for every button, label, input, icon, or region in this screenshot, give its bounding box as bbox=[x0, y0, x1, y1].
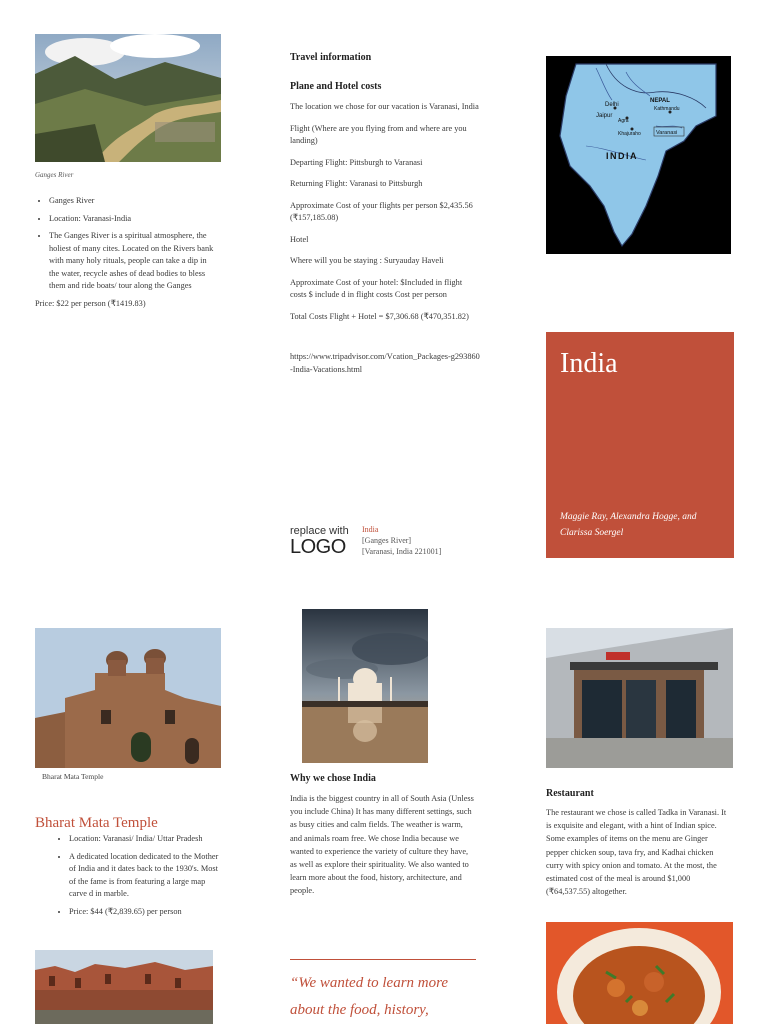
india-map bbox=[546, 56, 731, 254]
map-label-jaipur: Jaipur bbox=[596, 113, 613, 119]
ganges-photo bbox=[35, 34, 221, 162]
travel-title: Travel information bbox=[290, 52, 372, 63]
restaurant-body: The restaurant we chose is called Tadka in Varanasi. It is exquisite and elegant, with a hint of Indian spice. Some examples of items on the menu are Ginger pepper chicken soup, tava fry, and Kadhai chicken curry with spicy onion and tomato. At the most, the estimated cost of the meal is around $1,000 (₹64,537.55) altogether. bbox=[546, 808, 727, 897]
map-label-khajuraho: Khajuraho bbox=[618, 131, 641, 137]
travel-line: Approximate Cost of your flights per person $2,435.56 (₹157,185.08) bbox=[290, 200, 473, 222]
temple-photo bbox=[35, 628, 221, 768]
map-label-india: INDIA bbox=[606, 151, 638, 161]
travel-line: Approximate Cost of your hotel: $Included in flight costs $ include d in flight costs Cost per person bbox=[290, 277, 463, 299]
list-item: • Ganges River bbox=[49, 195, 217, 208]
temple-caption: Bharat Mata Temple bbox=[42, 772, 104, 781]
logo-line1: replace with bbox=[290, 525, 349, 537]
list-item: • Location: Varanasi-India bbox=[49, 213, 217, 226]
cover-authors: Maggie Ray, Alexandra Hogge, and Clarissa Soergel bbox=[560, 512, 697, 538]
ganges-price: Price: $22 per person (₹1419.83) bbox=[35, 298, 146, 308]
temple-title: Bharat Mata Temple bbox=[35, 815, 158, 831]
quote-divider bbox=[290, 959, 476, 960]
restaurant-title: Restaurant bbox=[546, 788, 594, 799]
logo-line2: LOGO bbox=[290, 536, 346, 558]
ganges-info bbox=[35, 195, 217, 310]
org-address-2: [Varanasi, India 221001] bbox=[362, 547, 442, 556]
taj-mahal-photo bbox=[302, 609, 428, 763]
why-body: India is the biggest country in all of South Asia (Unless you include China) It has many different settings, such as busy cities and calm fields. The weather is warm, and animals roam free. We chose India because we wanted to experience the variety of culture they have, as well as explore their spirituality. We also wanted to learn more about the food, history, architecture, and people. bbox=[290, 794, 474, 896]
ganges-caption: Ganges River bbox=[35, 171, 74, 179]
varanasi-ghats-photo bbox=[35, 950, 213, 1024]
logo-placeholder bbox=[290, 525, 360, 557]
cover-panel bbox=[546, 332, 734, 558]
why-title: Why we chose India bbox=[290, 773, 376, 784]
travel-line: Where will you be staying : Suryauday Haveli bbox=[290, 256, 444, 265]
temple-info bbox=[55, 833, 221, 923]
travel-line: Departing Flight: Pittsburgh to Varanasi bbox=[290, 157, 423, 167]
restaurant-photo bbox=[546, 628, 733, 768]
list-item: • Location: Varanasi/ India/ Uttar Pradesh bbox=[69, 833, 221, 846]
cover-title: India bbox=[560, 348, 618, 379]
list-item: • A dedicated location dedicated to the Mother of India and it dates back to the 1930's. Most of the fame is from featuring a large map carve d in marble. bbox=[69, 851, 221, 901]
list-item: • Price: $44 (₹2,839.65) per person bbox=[69, 906, 221, 919]
travel-line: The location we chose for our vacation is Varanasi, India bbox=[290, 102, 479, 111]
org-address-1: [Ganges River] bbox=[362, 536, 412, 545]
org-name: India bbox=[362, 525, 379, 534]
map-label-agra: Agra bbox=[618, 118, 629, 124]
map-label-nepal: NEPAL bbox=[650, 98, 670, 104]
travel-line: Returning Flight: Varanasi to Pittsburgh bbox=[290, 179, 423, 188]
list-item: • The Ganges River is a spiritual atmosphere, the holiest of many cites. Located on the Rivers bank with many holy rituals, people can take a dip in the water, recycle ashes of dead bodies to bless them and ride boats/ tour along the Ganges bbox=[49, 230, 217, 293]
map-label-varanasi: Varanasi bbox=[656, 130, 678, 136]
tripadvisor-link[interactable]: https://www.tripadvisor.com/Vcation_Packages-g293860-India-Vacations.html bbox=[290, 352, 480, 374]
travel-line: Hotel bbox=[290, 234, 309, 244]
travel-line: Total Costs Flight + Hotel = $7,306.68 (₹470,351.82) bbox=[290, 311, 469, 321]
curry-photo bbox=[546, 922, 733, 1024]
pull-quote: “We wanted to learn more about the food, history, bbox=[290, 975, 449, 1018]
travel-subtitle: Plane and Hotel costs bbox=[290, 81, 382, 92]
map-label-kathmandu: Kathmandu bbox=[654, 106, 680, 112]
travel-line: Flight (Where are you flying from and where are you landing) bbox=[290, 123, 467, 145]
map-label-delhi: Delhi bbox=[605, 102, 619, 108]
